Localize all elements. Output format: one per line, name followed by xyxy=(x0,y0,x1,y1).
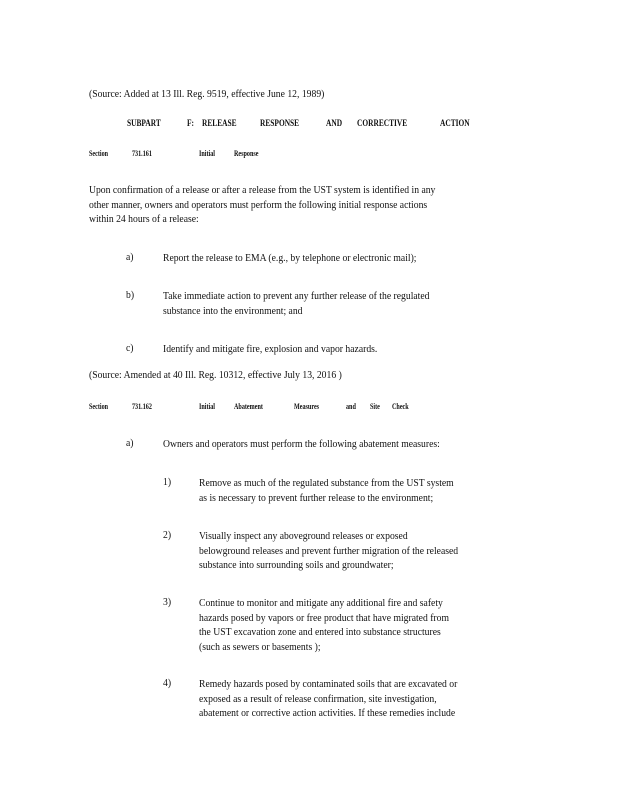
section-title-word: Initial xyxy=(199,148,215,158)
paragraph-line: Continue to monitor and mitigate any additional fire and safety xyxy=(199,598,443,609)
section-title-word: Site xyxy=(370,401,380,411)
source-note: (Source: Added at 13 Ill. Reg. 9519, effective June 12, 1989) xyxy=(89,89,325,100)
paragraph-line: abatement or corrective action activities. If these remedies include xyxy=(199,708,456,719)
list-item-text xyxy=(163,343,377,358)
paragraph-line: hazards posed by vapors or free product that have migrated from xyxy=(199,612,449,624)
sublist-item-text xyxy=(199,477,454,506)
paragraph-line: other manner, owners and operators must perform the following initial response actions xyxy=(89,199,428,211)
paragraph-line: Remedy hazards posed by contaminated soils that are excavated or xyxy=(199,679,458,690)
list-item-text xyxy=(163,290,429,319)
section-title-word: Measures xyxy=(294,401,320,411)
paragraph-line: Remove as much of the regulated substance from the UST system xyxy=(199,478,454,489)
section-number: 731.162 xyxy=(132,401,152,411)
subpart-word: SUBPART xyxy=(127,119,161,129)
source-note: (Source: Amended at 40 Ill. Reg. 10312, effective July 13, 2016 ) xyxy=(89,370,342,381)
paragraph-line: substance into the environment; and xyxy=(163,305,303,317)
list-item-text xyxy=(163,252,416,267)
sublist-item-label: 4) xyxy=(163,678,172,689)
subpart-word-corrective: CORRECTIVE xyxy=(357,119,408,129)
sublist-item-label: 2) xyxy=(163,530,172,541)
section-label: Section xyxy=(89,148,109,158)
paragraph-line: Upon confirmation of a release or after a release from the UST system is identified in any xyxy=(89,185,436,196)
paragraph-line: Take immediate action to prevent any further release of the regulated xyxy=(163,291,430,302)
paragraph-line: substance into surrounding soils and groundwater; xyxy=(199,560,394,571)
sublist-item-text xyxy=(199,530,458,574)
paragraph-line: Identify and mitigate fire, explosion and vapor hazards. xyxy=(163,344,378,355)
list-item-label: b) xyxy=(126,290,135,301)
list-item-label: a) xyxy=(126,438,134,449)
list-item-label: c) xyxy=(126,343,134,354)
intro-paragraph xyxy=(89,184,435,228)
paragraph-line: (such as sewers or basements ); xyxy=(199,641,321,653)
section-title-word: Initial xyxy=(199,401,215,411)
paragraph-line: the UST excavation zone and entered into substance structures xyxy=(199,627,441,638)
paragraph-line: within 24 hours of a release: xyxy=(89,214,199,225)
section-title-word: and xyxy=(346,401,356,411)
section-label: Section xyxy=(89,401,109,411)
sublist-item-label: 3) xyxy=(163,597,172,608)
list-item-text xyxy=(163,438,440,453)
sublist-item-label: 1) xyxy=(163,477,172,488)
subpart-letter: F: xyxy=(187,119,194,129)
paragraph-line: Visually inspect any aboveground releases or exposed xyxy=(199,531,408,542)
paragraph-line: belowground releases and prevent further migration of the released xyxy=(199,545,459,557)
subpart-word-release: RELEASE xyxy=(202,119,237,129)
subpart-word-and: AND xyxy=(326,119,343,129)
paragraph-line: Report the release to EMA (e.g., by telephone or electronic mail); xyxy=(163,253,417,264)
section-title-word: Response xyxy=(234,148,259,158)
sublist-item-text xyxy=(199,678,457,722)
subpart-word-response: RESPONSE xyxy=(260,119,300,129)
section-title-word: Check xyxy=(392,401,409,411)
section-number: 731.161 xyxy=(132,148,152,158)
section-title-word: Abatement xyxy=(234,401,263,411)
subpart-word-action: ACTION xyxy=(440,119,470,129)
paragraph-line: as is necessary to prevent further release to the environment; xyxy=(199,492,434,504)
list-item-label: a) xyxy=(126,252,134,263)
paragraph-line: exposed as a result of release confirmation, site investigation, xyxy=(199,693,437,705)
sublist-item-text xyxy=(199,597,449,655)
paragraph-line: Owners and operators must perform the following abatement measures: xyxy=(163,439,440,450)
